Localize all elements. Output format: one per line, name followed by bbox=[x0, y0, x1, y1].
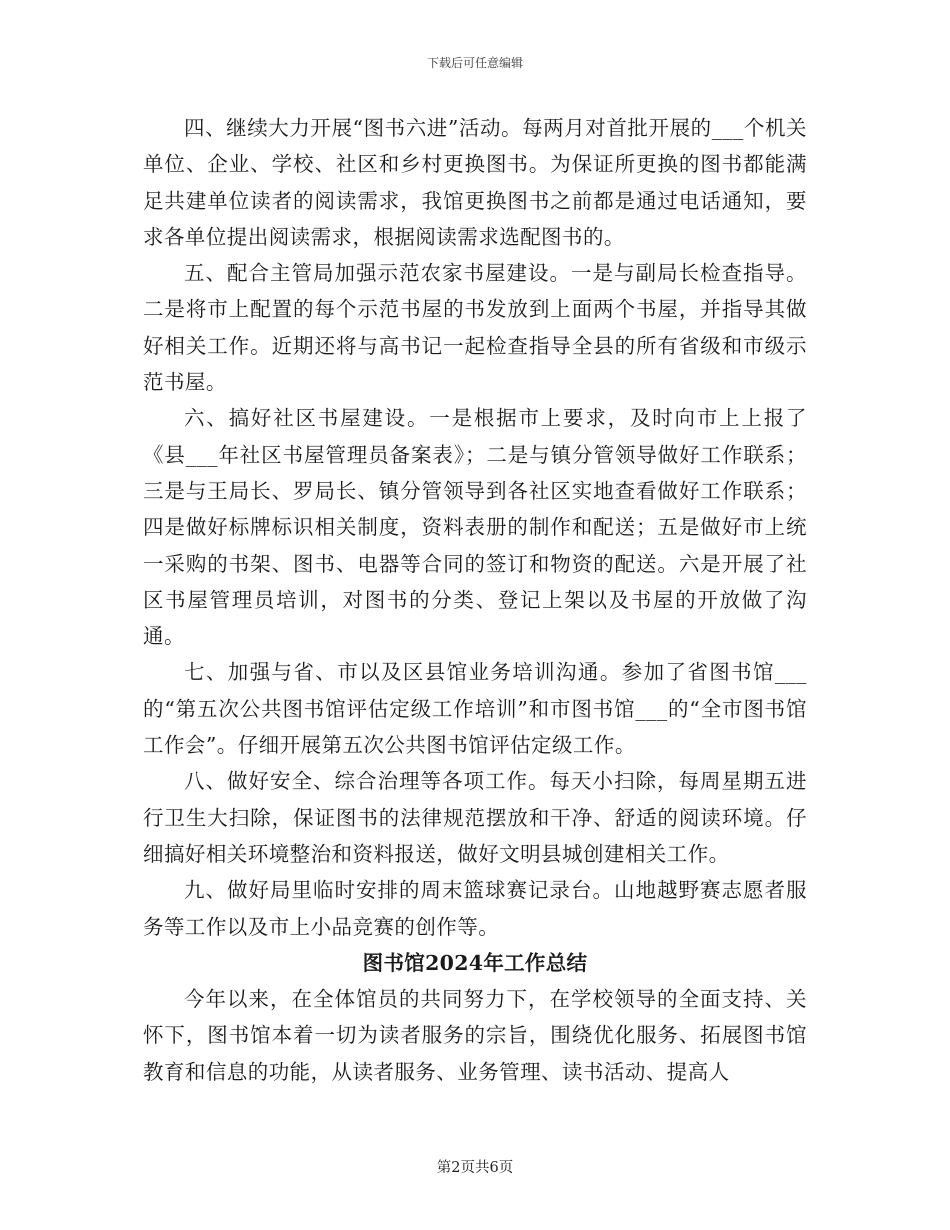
intro-paragraph: 今年以来，在全体馆员的共同努力下，在学校领导的全面支持、关怀下，图书馆本着一切为读者服务的宗旨，围绕优化服务、拓展图书馆教育和信息的功能，从读者服务、业务管理、读书活动、提高人 bbox=[143, 987, 807, 1084]
page-header: 下载后可任意编辑 bbox=[426, 56, 523, 70]
paragraph-nine: 九、做好局里临时安排的周末篮球赛记录台。山地越野赛志愿者服务等工作以及市上小品竞赛的创作等。 bbox=[143, 878, 807, 939]
paragraph-seven: 七、加强与省、市以及区县馆业务培训沟通。参加了省图书馆___的“第五次公共图书馆评估定级工作培训”和市图书馆___的“全市图书馆工作会”。仔细开展第五次公共图书馆评估定级工作。 bbox=[143, 660, 807, 758]
paragraph-five: 五、配合主管局加强示范农家书屋建设。一是与副局长检查指导。二是将市上配置的每个示范书屋的书发放到上面两个书屋，并指导其做好相关工作。近期还将与高书记一起检查指导全县的所有省级和市级示范书屋。 bbox=[143, 261, 807, 395]
document-body bbox=[143, 110, 807, 1090]
paragraph-eight: 八、做好安全、综合治理等各项工作。每天小扫除，每周星期五进行卫生大扫除，保证图书的法律规范摆放和干净、舒适的阅读环境。仔细搞好相关环境整治和资料报送，做好文明县城创建相关工作。 bbox=[143, 769, 807, 866]
section-title: 图书馆2024年工作总结 bbox=[362, 950, 588, 975]
paragraph-six: 六、搞好社区书屋建设。一是根据市上要求，及时向市上上报了《县___年社区书屋管理员备案表》；二是与镇分管领导做好工作联系；三是与王局长、罗局长、镇分管领导到各社区实地查看做好工作联系；四是做好标牌标识相关制度，资料表册的制作和配送；五是做好市上统一采购的书架、图书、电器等合同的签订和物资的配送。六是开展了社区书屋管理员培训，对图书的分类、登记上架以及书屋的开放做了沟通。 bbox=[143, 406, 807, 649]
page-number: 第2页共6页 bbox=[436, 1160, 514, 1176]
paragraph-four: 四、继续大力开展“图书六进”活动。每两月对首批开展的___个机关单位、企业、学校、社区和乡村更换图书。为保证所更换的图书都能满足共建单位读者的阅读需求，我馆更换图书之前都是通过电话通知，要求各单位提出阅读需求，根据阅读需求选配图书的。 bbox=[143, 116, 807, 249]
